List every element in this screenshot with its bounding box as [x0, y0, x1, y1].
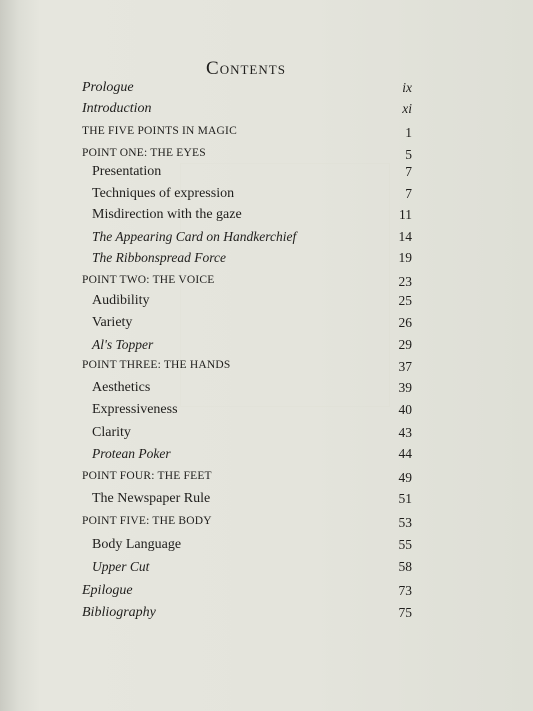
toc-page-number: 73 [398, 583, 412, 598]
toc-page-number: 25 [398, 293, 412, 308]
toc-page-number: 26 [398, 315, 412, 330]
toc-entry-audibility [0, 293, 533, 315]
toc-page-number: 40 [398, 402, 412, 417]
toc-entry-appearing-card [0, 229, 533, 251]
toc-entry-expressiveness [0, 402, 533, 424]
toc-entry-body-language [0, 537, 533, 559]
toc-page-number: 29 [398, 337, 412, 352]
toc-page-number: 1 [405, 125, 412, 140]
toc-entry-label: Introduction [82, 101, 152, 116]
toc-entry-als-topper [0, 337, 533, 359]
toc-entry-point-three [0, 359, 533, 381]
toc-entry-label: Body Language [92, 537, 182, 552]
toc-entry-label: Misdirection with the gaze [92, 207, 242, 222]
toc-entry-ribbonspread [0, 250, 533, 272]
toc-entry-label: Aesthetics [92, 380, 151, 395]
toc-entry-label: Techniques of expression [92, 186, 235, 201]
toc-entry-techniques [0, 186, 533, 208]
toc-entry-label: Upper Cut [92, 559, 150, 574]
toc-entry-label: Al's Topper [92, 337, 154, 352]
toc-page-number: xi [402, 101, 412, 116]
toc-entry-label: Protean Poker [92, 446, 171, 461]
toc-page-number: 49 [398, 470, 412, 485]
toc-entry-label: Prologue [82, 80, 134, 95]
toc-page-number: 44 [398, 446, 412, 461]
toc-entry-five-points [0, 125, 533, 147]
toc-entry-label: Variety [92, 315, 133, 330]
toc-page-number: 43 [398, 425, 412, 440]
toc-entry-bibliography [0, 605, 533, 627]
toc-entry-point-four [0, 470, 533, 492]
toc-entry-label: POINT THREE: THE HANDS [82, 359, 231, 371]
toc-entry-label: POINT ONE: THE EYES [82, 147, 206, 159]
toc-page-number: 23 [398, 274, 412, 289]
toc-entry-presentation [0, 164, 533, 186]
toc-entry-point-five [0, 515, 533, 537]
toc-page-number: 19 [398, 250, 412, 265]
toc-page-number: 75 [398, 605, 412, 620]
toc-entry-label: Expressiveness [92, 402, 178, 417]
toc-entry-protean-poker [0, 446, 533, 468]
toc-page-number: 37 [398, 359, 412, 374]
toc-entry-label: Presentation [92, 164, 162, 179]
page-title: Contents [206, 58, 286, 79]
toc-page-number: 53 [398, 515, 412, 530]
toc-entry-label: POINT FOUR: THE FEET [82, 470, 212, 482]
toc-entry-label: POINT TWO: THE VOICE [82, 274, 215, 286]
toc-page-number: 51 [398, 491, 412, 506]
toc-entry-upper-cut [0, 559, 533, 581]
toc-page-number: 14 [398, 229, 412, 244]
toc-page-number: 7 [405, 164, 412, 179]
toc-page-number: 5 [405, 147, 412, 162]
toc-entry-prologue [0, 80, 533, 102]
toc-entry-label: Bibliography [82, 605, 156, 620]
toc-entry-introduction [0, 101, 533, 123]
toc-entry-variety [0, 315, 533, 337]
toc-page-number: ix [402, 80, 412, 95]
toc-entry-label: POINT FIVE: THE BODY [82, 515, 212, 527]
toc-entry-aesthetics [0, 380, 533, 402]
toc-page-number: 39 [398, 380, 412, 395]
toc-entry-label: The Newspaper Rule [92, 491, 211, 506]
toc-page-number: 55 [398, 537, 412, 552]
toc-page-number: 58 [398, 559, 412, 574]
toc-entry-newspaper-rule [0, 491, 533, 513]
toc-page-number: 11 [399, 207, 412, 222]
toc-entry-clarity [0, 425, 533, 447]
toc-entry-label: THE FIVE POINTS IN MAGIC [82, 125, 237, 137]
toc-entry-label: The Ribbonspread Force [92, 250, 226, 265]
toc-entry-label: Clarity [92, 425, 131, 440]
toc-entry-label: Audibility [92, 293, 150, 308]
toc-entry-misdirection [0, 207, 533, 229]
toc-entry-label: Epilogue [82, 583, 133, 598]
toc-page-number: 7 [405, 186, 412, 201]
toc-entry-label: The Appearing Card on Handkerchief [92, 229, 297, 244]
toc-entry-epilogue [0, 583, 533, 605]
